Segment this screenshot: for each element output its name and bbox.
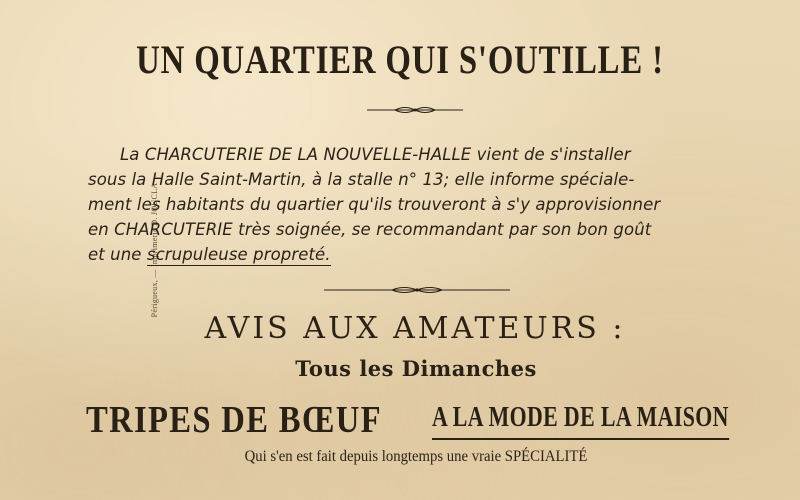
divider-ornament-top xyxy=(365,104,465,116)
tripes-title: TRIPES DE BŒUF xyxy=(86,399,382,441)
paragraph-line: La CHARCUTERIE DE LA NOUVELLE-HALLE vient de s'installer xyxy=(120,145,631,164)
house-style-title: A LA MODE DE LA MAISON xyxy=(432,398,729,440)
sundays-subheading: Tous les Dimanches xyxy=(295,356,537,381)
paragraph-line: ment les habitants du quartier qu'ils trouveront à s'y approvisionner xyxy=(88,195,661,214)
announcement-paragraph xyxy=(88,142,748,267)
avis-heading: AVIS AUX AMATEURS : xyxy=(204,311,626,346)
paragraph-line xyxy=(88,242,748,267)
underlined-phrase: scrupuleuse propreté. xyxy=(146,245,331,264)
printer-imprint: Périgueux, — Imprimerie D. JOUCLA xyxy=(150,182,159,318)
headline: UN QUARTIER QUI S'OUTILLE ! xyxy=(136,37,664,82)
paragraph-line-prefix: et une xyxy=(88,245,147,264)
paragraph-line: en CHARCUTERIE très soignée, se recommandant par son bon goût xyxy=(88,220,652,239)
divider-ornament-middle xyxy=(322,284,512,296)
specialty-line: Qui s'en est fait depuis longtemps une vraie SPÉCIALITÉ xyxy=(244,448,588,465)
paragraph-line: sous la Halle Saint-Martin, à la stalle n° 13; elle informe spéciale- xyxy=(88,170,635,189)
